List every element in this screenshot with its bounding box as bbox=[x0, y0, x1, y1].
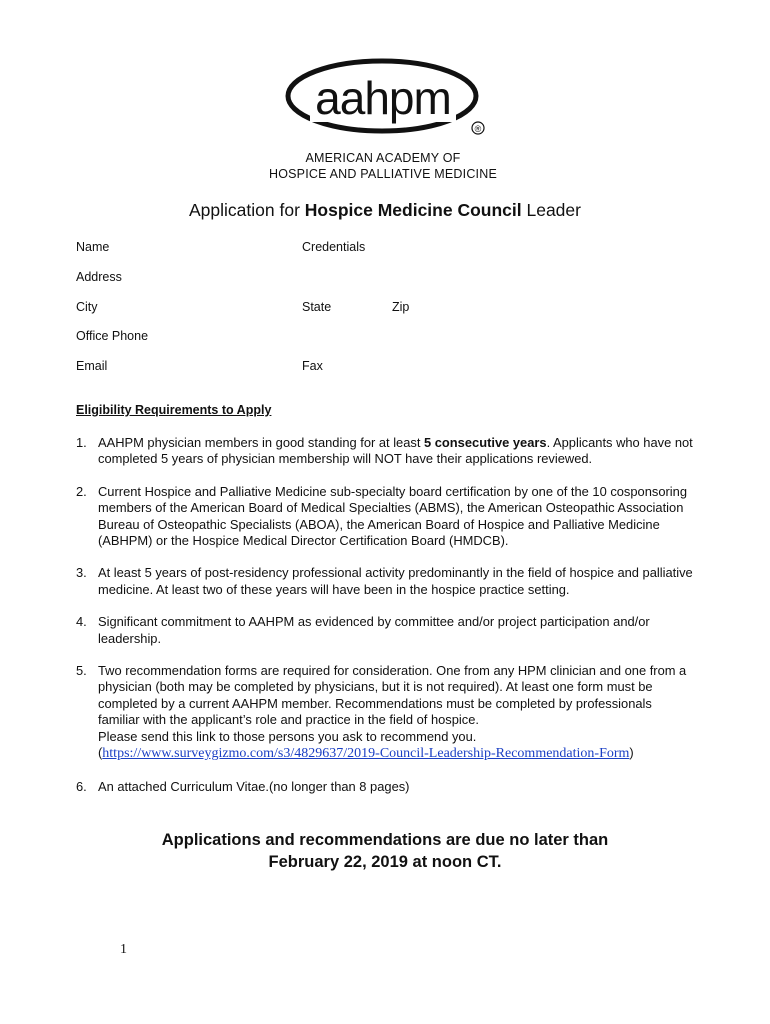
title-prefix: Application for bbox=[189, 200, 305, 220]
eligibility-heading: Eligibility Requirements to Apply bbox=[76, 403, 272, 417]
requirement-text: At least 5 years of post-residency professional activity predominantly in the field of hospice and palliative medicine. At least two of these years will have been in the hospice practice setting. bbox=[98, 565, 693, 597]
deadline-line-2: February 22, 2019 at noon CT. bbox=[268, 852, 502, 871]
requirement-send-instruction: Please send this link to those persons you ask to recommend you. bbox=[98, 728, 477, 744]
requirement-number: 3. bbox=[76, 565, 87, 581]
page-number: 1 bbox=[120, 942, 127, 957]
requirement-text: Current Hospice and Palliative Medicine sub-specialty board certification by one of the 10 cosponsoring members of the American Board of Medical Specialties (ABMS), the American Osteopathic Association Bureau of Osteopathic Specialists (ABOA), the American Board of Hospice and Palliative Medicine (ABHPM) or the Hospice Medical Director Certification Board (HMDCB). bbox=[98, 483, 687, 549]
requirement-item bbox=[76, 663, 696, 762]
requirement-text: Two recommendation forms are required for consideration. One from any HPM clinician and one from a physician (both may be completed by physicians, but it is not required). At least one form must be completed by a current AAHPM member. Recommendations must be completed by professionals familiar with the applicant’s role and practice in the field of hospice. bbox=[98, 663, 687, 728]
requirement-number: 1. bbox=[76, 435, 87, 450]
eligibility-requirements-list bbox=[76, 435, 696, 811]
logo-org-line-1: AMERICAN ACADEMY OF bbox=[305, 151, 461, 165]
aahpm-logo bbox=[282, 56, 492, 151]
name-field-label: Name bbox=[76, 240, 110, 254]
logo-organization-name bbox=[240, 150, 526, 182]
state-field-label: State bbox=[302, 300, 332, 314]
requirement-number: 6. bbox=[76, 778, 87, 794]
requirement-number: 5. bbox=[76, 663, 87, 679]
email-field-label: Email bbox=[76, 359, 108, 373]
link-close-paren: ) bbox=[629, 745, 634, 761]
title-suffix: Leader bbox=[521, 200, 581, 220]
title-bold: Hospice Medicine Council bbox=[304, 200, 522, 220]
fax-field-label: Fax bbox=[302, 359, 323, 373]
page-title bbox=[0, 200, 770, 221]
address-field-label: Address bbox=[76, 270, 122, 284]
credentials-field-label: Credentials bbox=[302, 240, 366, 254]
deadline-notice bbox=[0, 830, 770, 873]
city-field-label: City bbox=[76, 300, 98, 314]
requirement-item bbox=[76, 614, 696, 647]
requirement-item bbox=[76, 779, 696, 795]
requirement-number: 2. bbox=[76, 483, 87, 499]
requirement-text: An attached Curriculum Vitae.(no longer than 8 pages) bbox=[98, 778, 410, 794]
office-phone-field-label: Office Phone bbox=[76, 329, 149, 343]
link-open-paren: ( bbox=[98, 745, 103, 761]
requirement-text-end: . Applicants who have not completed 5 years of physician membership will NOT have their applications reviewed. bbox=[98, 435, 693, 467]
requirement-bold-text: 5 consecutive years bbox=[424, 435, 547, 450]
logo-wordmark: aahpm bbox=[315, 72, 451, 124]
requirement-item bbox=[76, 435, 696, 468]
zip-field-label: Zip bbox=[392, 300, 410, 314]
requirement-number: 4. bbox=[76, 614, 87, 630]
requirement-item bbox=[76, 565, 696, 598]
requirement-text: AAHPM physician members in good standing for at least bbox=[98, 435, 425, 450]
requirement-text: Significant commitment to AAHPM as evidenced by committee and/or project participation and/or leadership. bbox=[98, 614, 650, 646]
recommendation-form-link[interactable]: https://www.surveygizmo.com/s3/4829637/2019-Council-Leadership-Recommendation-Form bbox=[102, 746, 630, 762]
deadline-line-1: Applications and recommendations are due no later than bbox=[161, 831, 609, 849]
logo-org-line-2: HOSPICE AND PALLIATIVE MEDICINE bbox=[268, 167, 497, 181]
registered-mark: ® bbox=[474, 124, 482, 134]
requirement-item bbox=[76, 484, 696, 550]
